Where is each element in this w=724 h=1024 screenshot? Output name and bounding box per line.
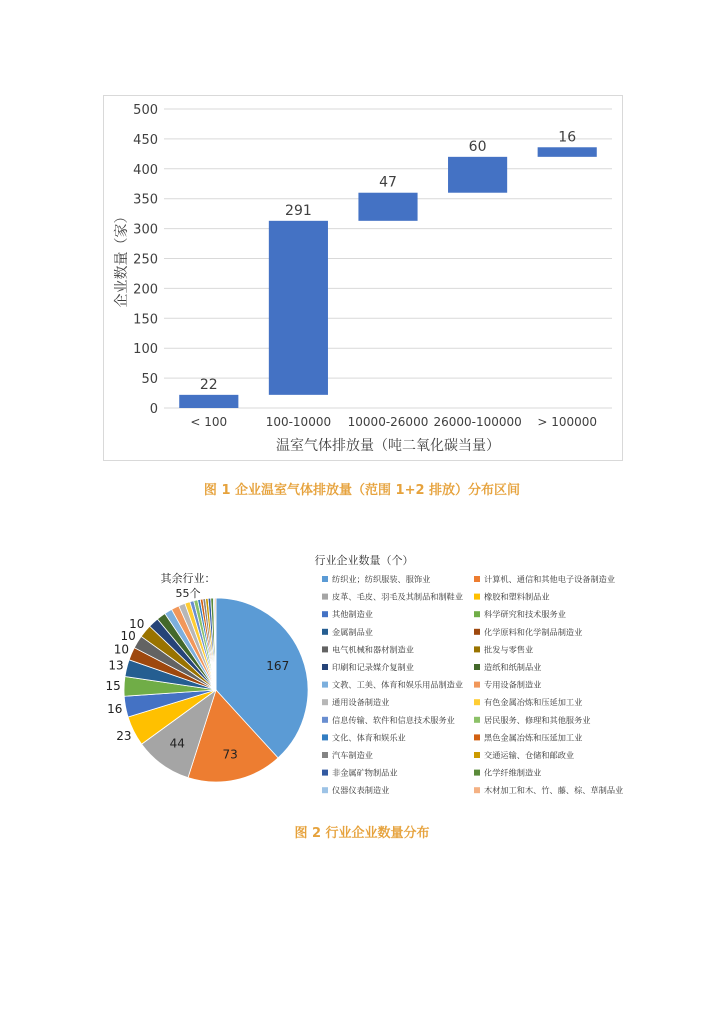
legend-label: 印刷和记录媒介复制业: [332, 662, 414, 672]
bar: [358, 193, 417, 221]
legend-label: 电气机械和器材制造业: [332, 644, 414, 655]
legend-swatch: [322, 611, 328, 617]
legend-swatch: [322, 629, 328, 635]
legend-label: 纺织业；纺织服装、服饰业: [332, 574, 431, 584]
pie-chart: [100, 548, 624, 808]
x-tick-label: < 100: [190, 415, 228, 429]
pie-data-label: 167: [266, 659, 290, 674]
legend-swatch: [474, 787, 480, 793]
y-tick-label: 50: [141, 372, 158, 388]
legend-label: 有色金属冶炼和压延加工业: [484, 697, 583, 708]
pie-data-label: 15: [105, 678, 121, 693]
legend-label: 橡胶和塑料制品业: [484, 591, 550, 602]
y-tick-label: 400: [133, 162, 158, 178]
bar-data-label: 47: [379, 174, 397, 191]
pie-title: 行业企业数量（个）: [314, 554, 414, 567]
pie-chart-area: [100, 548, 624, 808]
legend-swatch: [474, 576, 480, 582]
legend-label: 非金属矿物制品业: [332, 767, 398, 778]
legend-swatch: [322, 682, 328, 688]
y-tick-label: 100: [133, 342, 158, 358]
legend-label: 仪器仪表制造业: [332, 785, 390, 796]
legend-swatch: [474, 717, 480, 723]
pie-data-label: 10: [113, 642, 130, 657]
bar-data-label: 22: [199, 376, 218, 393]
figure-1-caption: 图 1 企业温室气体排放量（范围 1+2 排放）分布区间: [203, 483, 521, 498]
figure-2-caption: 图 2 行业企业数量分布: [294, 826, 430, 841]
legend-swatch: [474, 734, 480, 740]
legend-swatch: [474, 664, 480, 670]
legend-label: 文化、体育和娱乐业: [332, 732, 406, 743]
legend-swatch: [322, 576, 328, 582]
x-tick-label: 100-10000: [265, 415, 332, 429]
bar: [538, 147, 597, 157]
bar: [269, 221, 328, 395]
legend-swatch: [474, 752, 480, 758]
legend-swatch: [322, 646, 328, 652]
legend-swatch: [322, 594, 328, 600]
legend-swatch: [322, 734, 328, 740]
legend-swatch: [474, 699, 480, 705]
legend-label: 信息传输、软件和信息技术服务业: [332, 714, 455, 725]
legend-label: 造纸和纸制品业: [484, 662, 542, 672]
legend-label: 其他制造业: [332, 609, 373, 620]
legend-label: 通用设备制造业: [332, 697, 390, 708]
legend-swatch: [322, 787, 328, 793]
bar-data-label: 291: [285, 202, 312, 219]
legend-label: 化学原料和化学制品制造业: [484, 626, 583, 637]
legend-swatch: [474, 629, 480, 635]
bar-data-label: 16: [558, 129, 577, 146]
legend-label: 专用设备制造业: [484, 679, 542, 690]
y-tick-label: 450: [133, 132, 158, 148]
pie-data-label: 44: [169, 736, 185, 751]
legend-swatch: [474, 682, 480, 688]
legend-swatch: [474, 611, 480, 617]
bar: [448, 157, 507, 193]
y-tick-label: 0: [149, 402, 158, 417]
bar-data-label: 60: [468, 138, 487, 155]
bar: [179, 395, 238, 408]
pie-data-label: 23: [116, 729, 132, 744]
y-tick-label: 200: [133, 282, 158, 298]
waterfall-chart: [104, 96, 622, 460]
y-axis-label: 企业数量（家）: [114, 209, 130, 308]
legend-label: 木材加工和木、竹、藤、棕、草制品业: [484, 785, 624, 796]
pie-other-label: 55个: [175, 587, 201, 600]
x-tick-label: > 100000: [537, 415, 598, 429]
pie-other-label: 其余行业：: [160, 572, 216, 585]
pie-data-label: 73: [222, 747, 238, 762]
legend-swatch: [322, 699, 328, 705]
waterfall-chart-frame: [103, 95, 623, 461]
legend-label: 汽车制造业: [332, 750, 373, 760]
x-tick-label: 10000-26000: [347, 415, 429, 429]
x-axis-label: 温室气体排放量（吨二氧化碳当量）: [276, 438, 500, 454]
pie-data-label: 16: [107, 701, 123, 716]
legend-swatch: [322, 752, 328, 758]
x-tick-label: 26000-100000: [433, 415, 522, 429]
legend-swatch: [322, 664, 328, 670]
legend-swatch: [474, 770, 480, 776]
pie-data-label: 13: [108, 658, 124, 673]
legend-label: 黑色金属冶炼和压延加工业: [484, 732, 583, 743]
legend-swatch: [474, 594, 480, 600]
legend-label: 计算机、通信和其他电子设备制造业: [484, 574, 616, 584]
legend-label: 皮革、毛皮、羽毛及其制品和制鞋业: [332, 591, 464, 602]
y-tick-label: 300: [133, 222, 158, 238]
legend-swatch: [474, 646, 480, 652]
legend-swatch: [322, 770, 328, 776]
legend-label: 文教、工美、体育和娱乐用品制造业: [332, 679, 464, 690]
y-tick-label: 500: [133, 103, 158, 118]
legend-label: 金属制品业: [332, 626, 373, 637]
pie-data-label: 10: [129, 617, 145, 632]
legend-swatch: [322, 717, 328, 723]
legend-label: 化学纤维制造业: [484, 767, 542, 778]
y-tick-label: 350: [133, 192, 158, 208]
pie-data-label: 10: [120, 629, 136, 644]
legend-label: 批发与零售业: [484, 644, 534, 655]
legend-label: 科学研究和技术服务业: [484, 609, 566, 620]
y-tick-label: 150: [133, 312, 158, 328]
y-tick-label: 250: [133, 252, 158, 268]
legend-label: 居民服务、修理和其他服务业: [484, 714, 591, 725]
legend-label: 交通运输、仓储和邮政业: [484, 750, 575, 760]
